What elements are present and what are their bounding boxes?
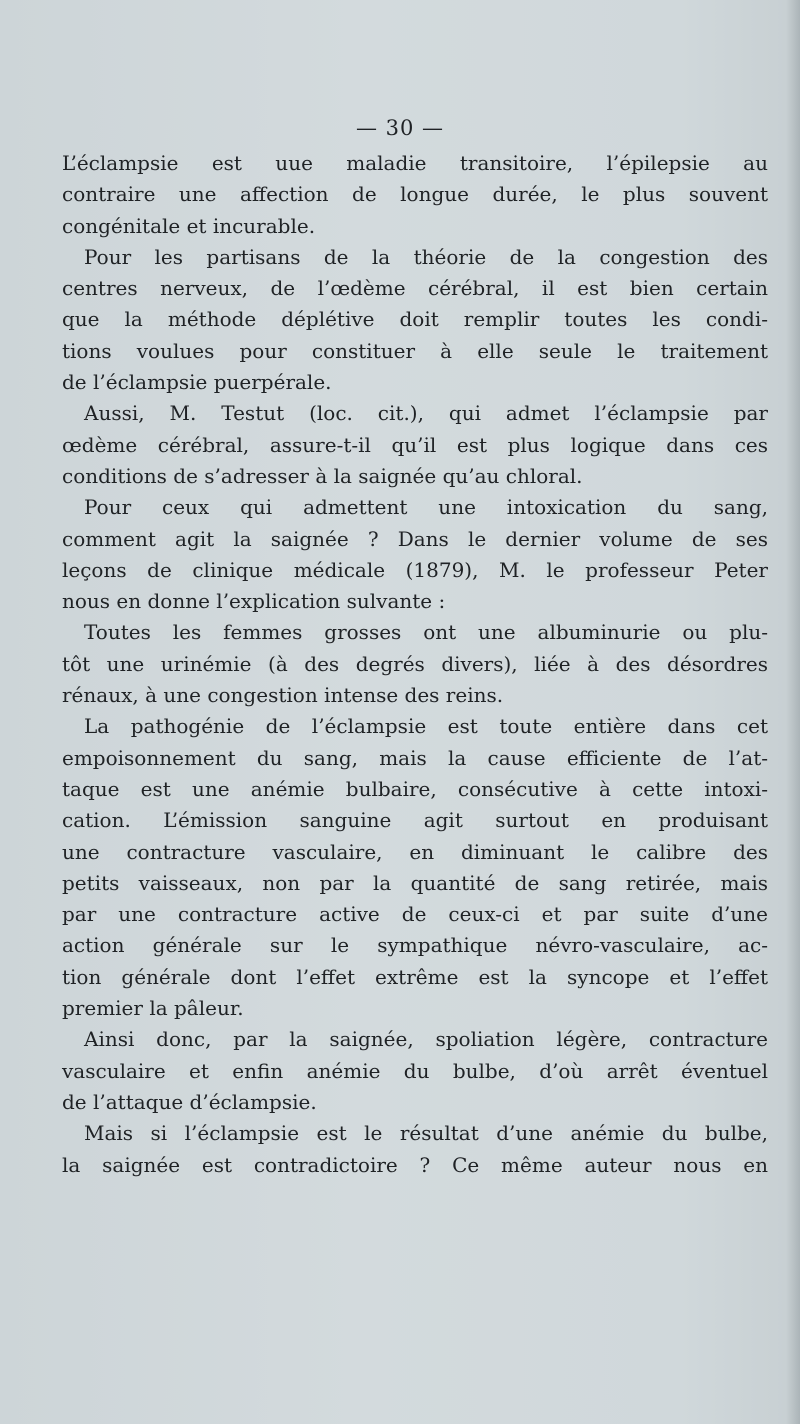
text-line: cation. L’émission sanguine agit surtout en produisant — [62, 808, 768, 833]
text-line: Ainsi donc, par la saignée, spoliation légère, contracture — [84, 1027, 768, 1052]
text-line: centres nerveux, de l’œdème cérébral, il est bien certain — [62, 276, 768, 301]
text-line: que la méthode déplétive doit remplir toutes les condi- — [62, 307, 768, 332]
text-line: tôt une urinémie (à des degrés divers), liée à des désordres — [62, 651, 768, 676]
text-line: tions voulues pour constituer à elle seule le traitement — [62, 338, 768, 363]
text-line: de l’éclampsie puerpérale. — [62, 370, 332, 395]
text-line: œdème cérébral, assure-t-il qu’il est plus logique dans ces — [62, 432, 768, 457]
text-line: Aussi, M. Testut (loc. cit.), qui admet l’éclampsie par — [84, 401, 768, 426]
text-line: Toutes les femmes grosses ont une albuminurie ou plu- — [84, 620, 768, 645]
text-line: La pathogénie de l’éclampsie est toute entière dans cet — [84, 714, 768, 739]
text-line: tion générale dont l’effet extrême est la syncope et l’effet — [62, 964, 768, 989]
text-line: Pour les partisans de la théorie de la congestion des — [84, 244, 768, 269]
text-line: par une contracture active de ceux-ci et par suite d’une — [62, 902, 768, 927]
body-text — [62, 148, 768, 1181]
text-line: de l’attaque d’éclampsie. — [62, 1089, 317, 1114]
text-line: action générale sur le sympathique névro-vasculaire, ac- — [62, 933, 768, 958]
text-line: taque est une anémie bulbaire, consécutive à cette intoxi- — [62, 776, 768, 801]
text-line: Mais si l’éclampsie est le résultat d’une anémie du bulbe, — [84, 1121, 768, 1146]
text-line: Pour ceux qui admettent une intoxication du sang, — [84, 495, 768, 520]
text-line: une contracture vasculaire, en diminuant le calibre des — [62, 839, 768, 864]
text-line: L’éclampsie est uue maladie transitoire, l’épilepsie au — [62, 151, 768, 175]
text-line: empoisonnement du sang, mais la cause efficiente de l’at- — [62, 745, 768, 770]
text-line: comment agit la saignée ? Dans le dernier volume de ses — [62, 526, 768, 551]
text-line: leçons de clinique médicale (1879), M. le professeur Peter — [62, 557, 768, 582]
text-line: petits vaisseaux, non par la quantité de sang retirée, mais — [62, 870, 768, 895]
page-number: — 30 — — [355, 116, 445, 140]
text-line: conditions de s’adresser à la saignée qu’au chloral. — [62, 463, 583, 488]
text-line: vasculaire et enfin anémie du bulbe, d’où arrêt éventuel — [62, 1058, 768, 1083]
text-line: nous en donne l’explication sulvante : — [62, 589, 446, 614]
text-line: la saignée est contradictoire ? Ce même auteur nous en — [62, 1152, 768, 1177]
text-line: rénaux, à une congestion intense des reins. — [62, 683, 504, 708]
text-line: contraire une affection de longue durée, le plus souvent — [62, 182, 768, 207]
text-line: premier la pâleur. — [62, 996, 244, 1021]
text-line: congénitale et incurable. — [62, 213, 316, 238]
page-edge-shadow — [786, 0, 800, 1424]
